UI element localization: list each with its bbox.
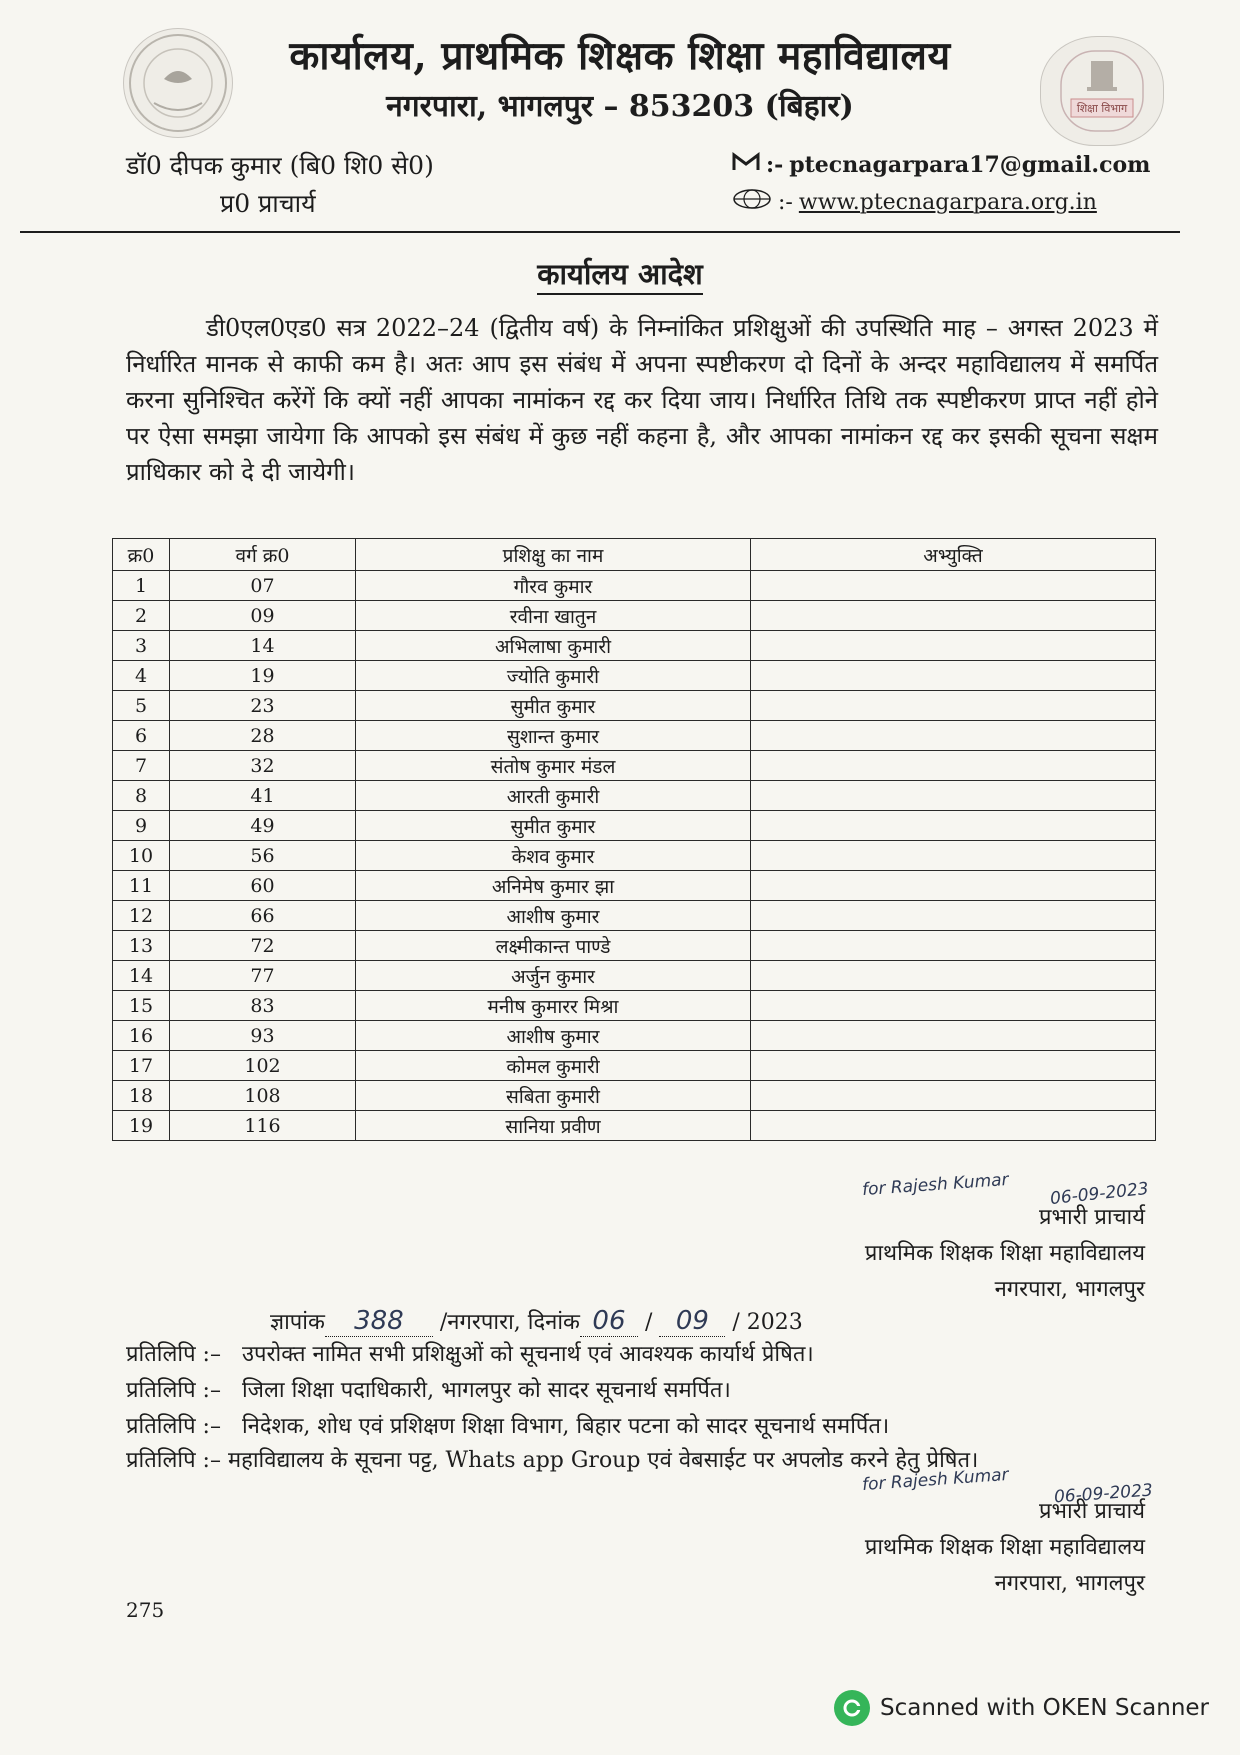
row-remark — [751, 601, 1156, 631]
row-class-no: 102 — [170, 1051, 356, 1081]
order-body: डी0एल0एड0 सत्र 2022–24 (द्वितीय वर्ष) के निम्नांकित प्रशिक्षुओं की उपस्थिति माह – अगस्त 2023 में निर्धारित मानक से काफी कम है। अतः आप इस संबंध में अपना स्पष्टीकरण दो दिनों के अन्दर महाविद्यालय में समर्पित करना सुनिश्चित करेंगें कि क्यों नहीं आपका नामांकन रद्द कर दिया जाय। निर्धारित तिथि तक स्पष्टीकरण प्राप्त नहीं होने पर ऐसा समझा जायेगा कि आपको इस संबंध में कुछ नहीं कहना है, और आपका नामांकन रद्द कर इसकी सूचना सक्षम प्राधिकार को दे दी जायेगी। — [126, 314, 1158, 486]
row-remark — [751, 901, 1156, 931]
row-trainee-name: केशव कुमार — [356, 841, 751, 871]
table-row — [113, 901, 1156, 931]
scanner-logo-icon — [834, 1690, 870, 1726]
signatory-designation: प्रभारी प्राचार्य — [1038, 1205, 1145, 1230]
row-sno: 5 — [113, 691, 170, 721]
table-row — [113, 991, 1156, 1021]
signatory-college: प्राथमिक शिक्षक शिक्षा महाविद्यालय — [864, 1241, 1145, 1266]
signatory-place: नगरपारा, भागलपुर — [994, 1571, 1145, 1596]
copy-line: प्रतिलिपि :– निदेशक, शोध एवं प्रशिक्षण शिक्षा विभाग, बिहार पटना को सादर सूचनार्थ समर्पित। — [126, 1414, 890, 1439]
row-class-no: 14 — [170, 631, 356, 661]
row-class-no: 60 — [170, 871, 356, 901]
row-class-no: 23 — [170, 691, 356, 721]
row-sno: 16 — [113, 1021, 170, 1051]
row-sno: 19 — [113, 1111, 170, 1141]
row-sno: 13 — [113, 931, 170, 961]
row-trainee-name: संतोष कुमार मंडल — [356, 751, 751, 781]
row-remark — [751, 1081, 1156, 1111]
table-row — [113, 931, 1156, 961]
row-trainee-name: अनिमेष कुमार झा — [356, 871, 751, 901]
handwritten-signature: for Rajesh Kumar — [861, 1169, 1010, 1201]
email-address[interactable]: ptecnagarpara17@gmail.com — [789, 152, 1151, 178]
row-remark — [751, 721, 1156, 751]
page-number: 275 — [126, 1598, 165, 1622]
row-class-no: 41 — [170, 781, 356, 811]
row-trainee-name: गौरव कुमार — [356, 571, 751, 601]
row-trainee-name: लक्ष्मीकान्त पाण्डे — [356, 931, 751, 961]
table-row — [113, 631, 1156, 661]
row-class-no: 83 — [170, 991, 356, 1021]
reference-line: ज्ञापांक 388 /नगरपारा, दिनांक 06 / 09 / 2023 — [270, 1306, 803, 1336]
row-remark — [751, 871, 1156, 901]
gmail-icon — [732, 152, 760, 178]
copy-line: प्रतिलिपि :– उपरोक्त नामित सभी प्रशिक्षुओं को सूचनार्थ एवं आवश्यक कार्यार्थ प्रेषित। — [126, 1342, 814, 1367]
row-sno: 9 — [113, 811, 170, 841]
website-link[interactable]: www.ptecnagarpara.org.in — [798, 189, 1097, 215]
row-sno: 12 — [113, 901, 170, 931]
email-contact: :- ptecnagarpara17@gmail.com — [732, 152, 1150, 178]
table-row — [113, 1051, 1156, 1081]
row-sno: 11 — [113, 871, 170, 901]
row-trainee-name: सुमीत कुमार — [356, 811, 751, 841]
row-remark — [751, 841, 1156, 871]
principal-designation: प्र0 प्राचार्य — [220, 189, 316, 218]
handwritten-date: 06-09-2023 — [1049, 1178, 1150, 1210]
row-sno: 1 — [113, 571, 170, 601]
row-remark — [751, 661, 1156, 691]
signatory-college: प्राथमिक शिक्षक शिक्षा महाविद्यालय — [864, 1535, 1145, 1560]
row-sno: 10 — [113, 841, 170, 871]
row-class-no: 72 — [170, 931, 356, 961]
row-remark — [751, 1021, 1156, 1051]
table-body — [113, 571, 1156, 1141]
row-sno: 14 — [113, 961, 170, 991]
trainee-table — [112, 538, 1156, 1141]
row-remark — [751, 961, 1156, 991]
row-sno: 7 — [113, 751, 170, 781]
row-class-no: 77 — [170, 961, 356, 991]
row-class-no: 56 — [170, 841, 356, 871]
table-row — [113, 871, 1156, 901]
table-row — [113, 721, 1156, 751]
table-row — [113, 1111, 1156, 1141]
svg-text:शिक्षा विभाग: शिक्षा विभाग — [1076, 102, 1128, 115]
row-class-no: 49 — [170, 811, 356, 841]
row-class-no: 09 — [170, 601, 356, 631]
row-remark — [751, 931, 1156, 961]
table-row — [113, 1081, 1156, 1111]
college-address: नगरपारा, भागलपुर – 853203 (बिहार) — [386, 89, 854, 124]
signature-block — [865, 1494, 1145, 1602]
row-class-no: 108 — [170, 1081, 356, 1111]
row-trainee-name: सबिता कुमारी — [356, 1081, 751, 1111]
table-row — [113, 571, 1156, 601]
row-class-no: 32 — [170, 751, 356, 781]
table-row — [113, 781, 1156, 811]
row-sno: 6 — [113, 721, 170, 751]
row-trainee-name: आरती कुमारी — [356, 781, 751, 811]
scanner-watermark: Scanned with OKEN Scanner — [834, 1690, 1209, 1726]
reference-day: 06 — [580, 1306, 638, 1337]
row-trainee-name: आशीष कुमार — [356, 901, 751, 931]
copy-line: प्रतिलिपि :– महाविद्यालय के सूचना पट्ट, Whats app Group एवं वेबसाईट पर अपलोड करने हेतु प्रेषित। — [126, 1448, 979, 1473]
principal-name: डॉ0 दीपक कुमार (बि0 शि0 से0) — [126, 151, 434, 180]
college-title: कार्यालय, प्राथमिक शिक्षक शिक्षा महाविद्यालय — [289, 33, 951, 79]
copy-line: प्रतिलिपि :– जिला शिक्षा पदाधिकारी, भागलपुर को सादर सूचनार्थ समर्पित। — [126, 1378, 731, 1403]
row-class-no: 07 — [170, 571, 356, 601]
row-remark — [751, 751, 1156, 781]
reference-year: / 2023 — [732, 1310, 803, 1335]
order-heading: कार्यालय आदेश — [0, 254, 1240, 293]
handwritten-date: 06-09-2023 — [1053, 1480, 1154, 1508]
row-trainee-name: ज्योति कुमारी — [356, 661, 751, 691]
row-class-no: 28 — [170, 721, 356, 751]
col-remark-header: अभ्युक्ति — [751, 539, 1156, 571]
row-trainee-name: आशीष कुमार — [356, 1021, 751, 1051]
row-remark — [751, 991, 1156, 1021]
globe-icon — [732, 188, 772, 216]
row-remark — [751, 811, 1156, 841]
handwritten-signature: for Rajesh Kumar — [861, 1464, 1010, 1496]
reference-month: 09 — [659, 1306, 725, 1337]
header-divider — [20, 231, 1180, 233]
signature-block — [865, 1200, 1145, 1308]
row-trainee-name: सुशान्त कुमार — [356, 721, 751, 751]
table-row — [113, 661, 1156, 691]
signatory-place: नगरपारा, भागलपुर — [994, 1277, 1145, 1302]
website-contact: :- www.ptecnagarpara.org.in — [732, 188, 1097, 216]
table-row — [113, 811, 1156, 841]
row-trainee-name: अर्जुन कुमार — [356, 961, 751, 991]
signatory-designation: प्रभारी प्राचार्य — [1038, 1499, 1145, 1524]
table-header-row — [113, 539, 1156, 571]
row-sno: 15 — [113, 991, 170, 1021]
table-row — [113, 601, 1156, 631]
row-remark — [751, 571, 1156, 601]
col-class-header: वर्ग क्र0 — [170, 539, 356, 571]
row-sno: 3 — [113, 631, 170, 661]
row-remark — [751, 631, 1156, 661]
row-class-no: 93 — [170, 1021, 356, 1051]
row-trainee-name: कोमल कुमारी — [356, 1051, 751, 1081]
row-class-no: 116 — [170, 1111, 356, 1141]
row-class-no: 19 — [170, 661, 356, 691]
row-trainee-name: सुमीत कुमार — [356, 691, 751, 721]
row-trainee-name: रवीना खातुन — [356, 601, 751, 631]
row-trainee-name: सानिया प्रवीण — [356, 1111, 751, 1141]
col-sno-header: क्र0 — [113, 539, 170, 571]
table-row — [113, 751, 1156, 781]
row-sno: 8 — [113, 781, 170, 811]
row-sno: 2 — [113, 601, 170, 631]
table-row — [113, 691, 1156, 721]
row-trainee-name: मनीष कुमारर मिश्रा — [356, 991, 751, 1021]
row-remark — [751, 1051, 1156, 1081]
table-row — [113, 1021, 1156, 1051]
table-row — [113, 961, 1156, 991]
row-class-no: 66 — [170, 901, 356, 931]
row-sno: 17 — [113, 1051, 170, 1081]
col-name-header: प्रशिक्षु का नाम — [356, 539, 751, 571]
row-remark — [751, 691, 1156, 721]
reference-number: 388 — [325, 1306, 433, 1337]
row-remark — [751, 1111, 1156, 1141]
table-row — [113, 841, 1156, 871]
row-sno: 18 — [113, 1081, 170, 1111]
row-sno: 4 — [113, 661, 170, 691]
row-remark — [751, 781, 1156, 811]
row-trainee-name: अभिलाषा कुमारी — [356, 631, 751, 661]
